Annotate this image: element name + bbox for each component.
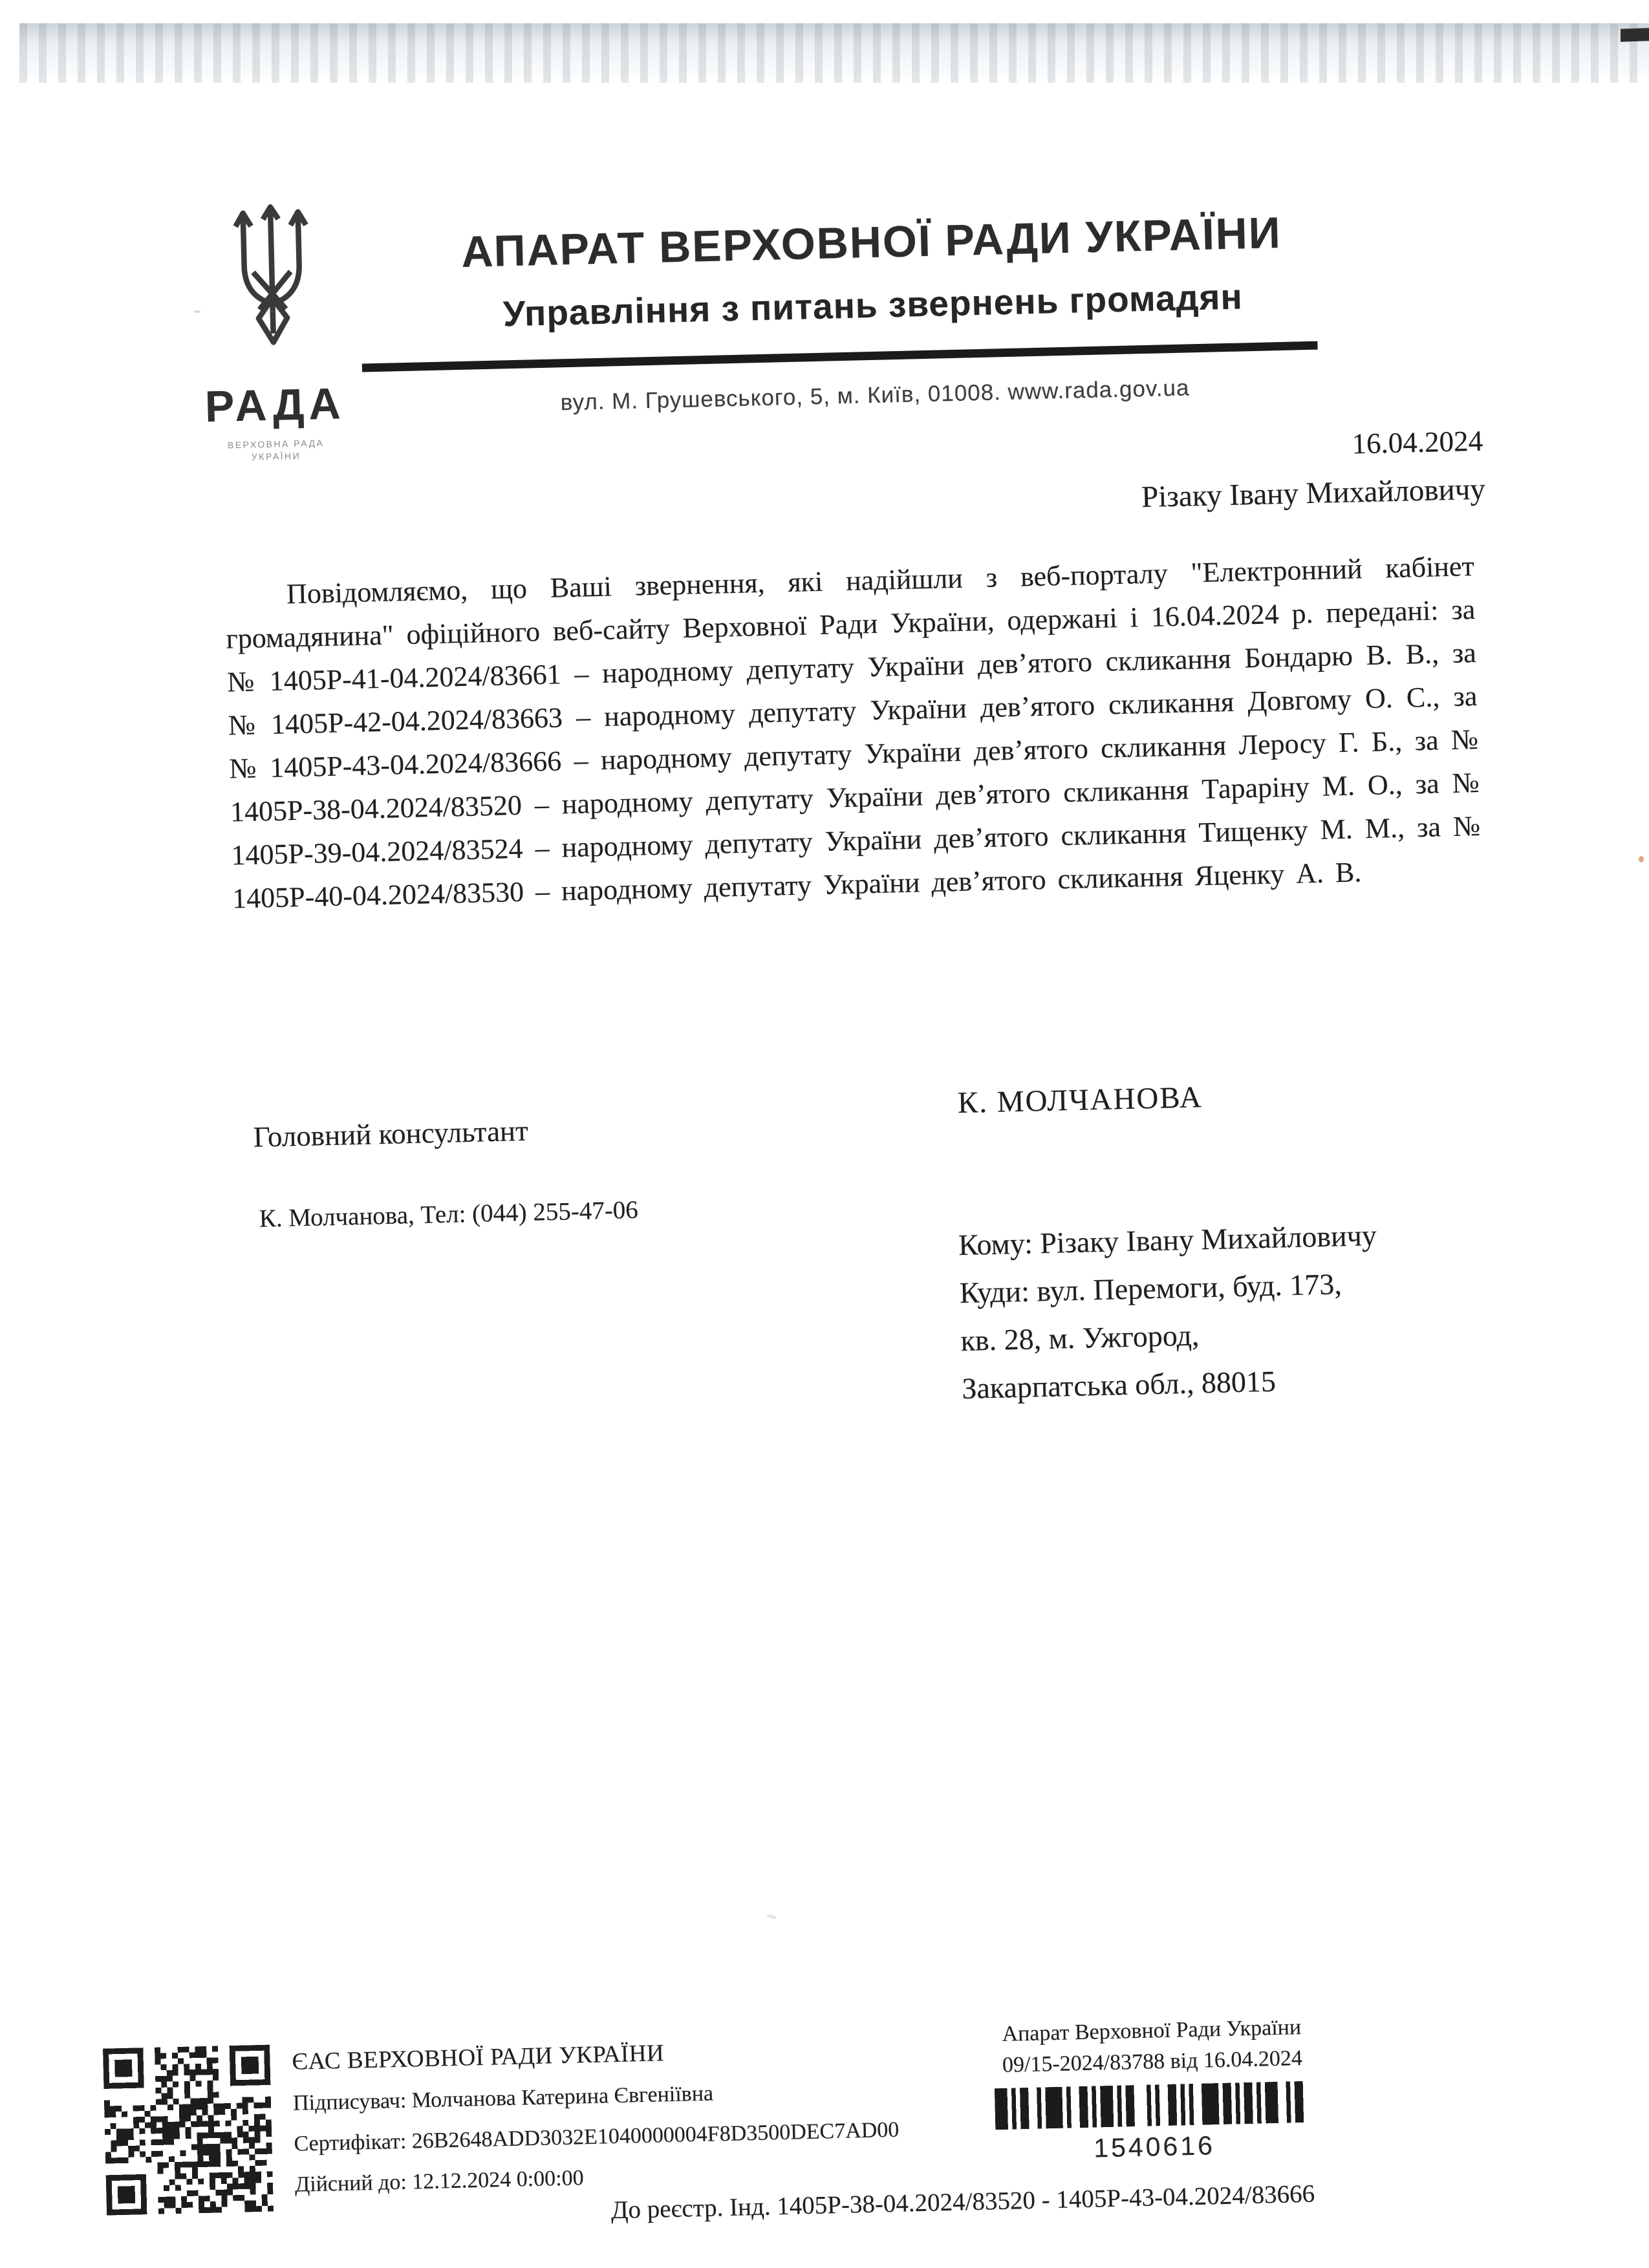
esign-valid-until: Дійсний до: 12.12.2024 0:00:00 [294,2166,585,2197]
registry-index-line: До реєстр. Інд. 1405Р-38-04.2024/83520 - 1405Р-43-04.2024/83666 [610,2179,1315,2225]
letter-date: 16.04.2024 [1351,424,1483,460]
signer-position: Головний консультант [253,1114,529,1153]
esign-stamp [292,2034,901,2214]
scanner-corner-mark [1621,28,1649,42]
rada-logo [186,200,360,465]
delivery-region: Закарпатська обл., 88015 [961,1364,1277,1406]
letterhead [367,206,1378,338]
letter-body-paragraph: Повідомляємо, що Ваші звернення, які надійшли з веб-порталу "Електронний кабінет громадянина" офіційного веб-сайту Верховної Ради України, одержані і 16.04.2024 р. передані: за № 1405Р-41-04.2024/83661 – народному депутату України дев’ятого скликання Бондарю В. В., за № 1405Р-42-04.2024/83663 – народному депутату України дев’ятого скликання Довгому О. С., за № 1405Р-43-04.2024/83666 – народному депутату України дев’ятого скликання Леросу Г. Б., за № 1405Р-38-04.2024/83520 – народному депутату України дев’ятого скликання Тараріну М. О., за № 1405Р-39-04.2024/83524 – народному депутату України дев’ятого скликання Тищенку М. М., за № 1405Р-40-04.2024/83530 – народному депутату України дев’ятого скликання Яценку А. В. [226,550,1481,915]
barcode [927,2079,1380,2134]
registration-block [925,2013,1381,2167]
esign-system: ЄАС ВЕРХОВНОЇ РАДИ УКРАЇНИ [292,2040,665,2075]
logo-caption: ВЕРХОВНА РАДА УКРАЇНИ [227,437,325,462]
org-title: АПАРАТ ВЕРХОВНОЇ РАДИ УКРАЇНИ [460,208,1282,277]
org-subtitle: Управління з питань звернень громадян [502,276,1244,334]
qr-code [103,2045,274,2216]
esign-signer: Підписувач: Молчанова Катерина Євгеніївна [292,2081,714,2115]
delivery-to: Кому: Різаку Івану Михайловичу [958,1218,1377,1262]
delivery-city: кв. 28, м. Ужгород, [960,1318,1200,1358]
letter-recipient: Різаку Івану Михайловичу [1141,472,1486,515]
delivery-street: Куди: вул. Перемоги, буд. 173, [959,1267,1342,1310]
delivery-address-block [958,1212,1381,1413]
registration-org: Апарат Верховної Ради України [1002,2015,1302,2046]
trident-icon [219,357,329,370]
esign-certificate: Сертифікат: 26B2648ADD3032E1040000004F8D3500DEC7AD00 [294,2117,900,2156]
org-address: вул. М. Грушевського, 5, м. Київ, 01008. www.rada.gov.ua [560,375,1190,416]
letterhead-rule [362,341,1318,372]
registration-number: 09/15-2024/83788 від 16.04.2024 [1002,2046,1303,2077]
barcode-number: 1540616 [1093,2130,1216,2163]
signer-name: К. МОЛЧАНОВА [957,1080,1203,1120]
signer-contact: К. Молчанова, Тел: (044) 255-47-06 [259,1195,639,1233]
logo-wordmark: РАДА [204,379,346,432]
